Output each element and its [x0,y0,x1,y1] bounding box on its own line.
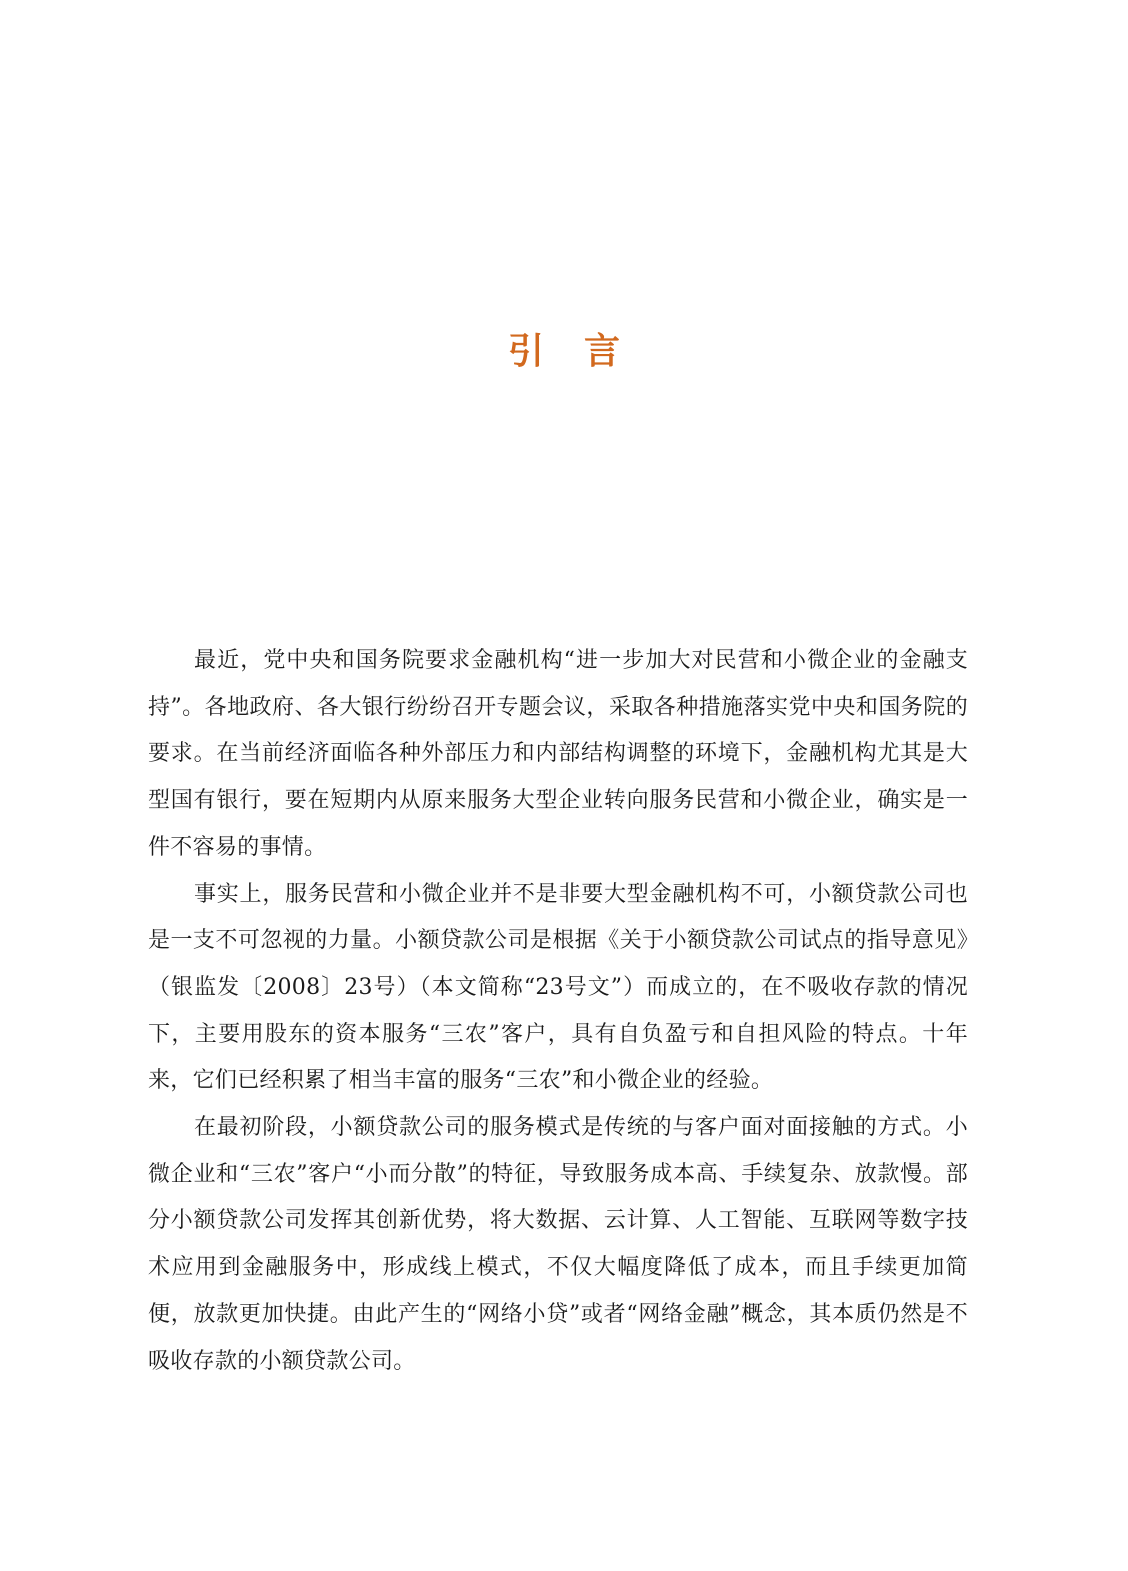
paragraph-3: 在最初阶段，小额贷款公司的服务模式是传统的与客户面对面接触的方式。小微企业和“三农”客户“小而分散”的特征，导致服务成本高、手续复杂、放款慢。部分小额贷款公司发挥其创新优势，将大数据、云计算、人工智能、互联网等数字技术应用到金融服务中，形成线上模式，不仅大幅度降低了成本，而且手续更加简便，放款更加快捷。由此产生的“网络小贷”或者“网络金融”概念，其本质仍然是不吸收存款的小额贷款公司。 [148,1115,968,1374]
body-text [148,638,968,1385]
paragraph-2: 事实上，服务民营和小微企业并不是非要大型金融机构不可，小额贷款公司也是一支不可忽视的力量。小额贷款公司是根据《关于小额贷款公司试点的指导意见》（银监发〔2008〕23号）（本文简称“23号文”）而成立的，在不吸收存款的情况下，主要用股东的资本服务“三农”客户，具有自负盈亏和自担风险的特点。十年来，它们已经积累了相当丰富的服务“三农”和小微企业的经验。 [148,881,968,1094]
chapter-title: 引言 [507,330,660,372]
paragraph-1: 最近，党中央和国务院要求金融机构“进一步加大对民营和小微企业的金融支持”。各地政府、各大银行纷纷召开专题会议，采取各种措施落实党中央和国务院的要求。在当前经济面临各种外部压力和内部结构调整的环境下，金融机构尤其是大型国有银行，要在短期内从原来服务大型企业转向服务民营和小微企业，确实是一件不容易的事情。 [148,648,968,860]
